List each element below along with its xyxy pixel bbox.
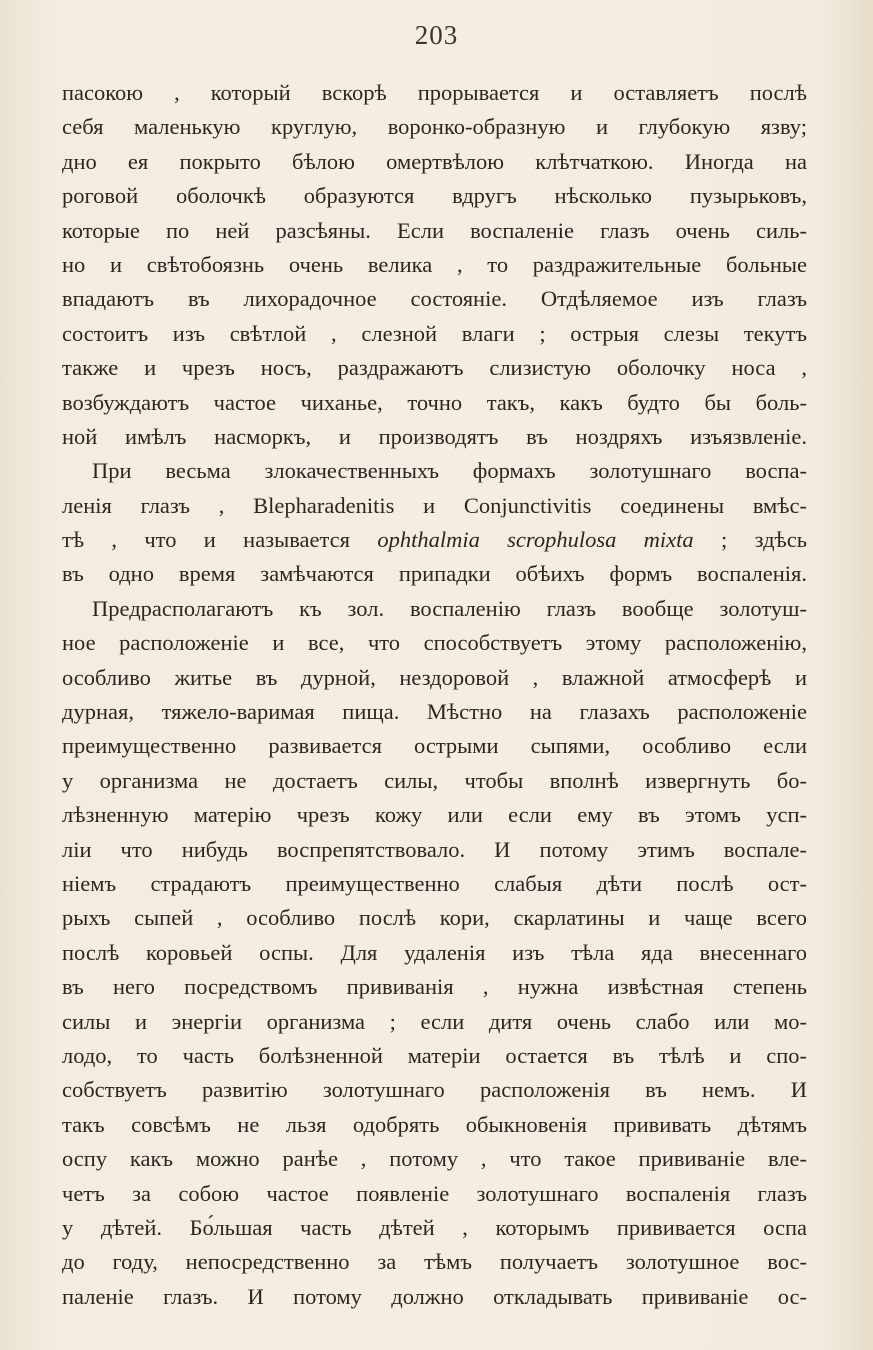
text-line: ліи что нибудь воспрепятствовало. И потому этимъ воспале- [62, 836, 807, 862]
text-line: пасокою , который вскорѣ прорывается и оставляетъ послѣ [62, 80, 807, 105]
text-line: преимущественно развивается острыми сыпями, особливо если [62, 733, 807, 759]
text-line: паленіе глазъ. И потому должно откладывать прививаніе ос- [62, 1283, 807, 1309]
text-line: ное расположеніе и все, что способствуетъ этому расположенію, [62, 630, 807, 656]
text-line: въ одно время замѣчаются припадки обѣихъ формъ воспаленія. [62, 561, 807, 587]
text-line: четъ за собою частое появленіе золотушнаго воспаленія глазъ [62, 1180, 807, 1206]
text-line: состоитъ изъ свѣтлой , слезной влаги ; острыя слезы текутъ [62, 320, 807, 346]
text-line: послѣ коровьей оспы. Для удаленія изъ тѣла яда внесеннаго [62, 939, 807, 965]
text-line-with-latin-term [62, 523, 807, 557]
text-line: особливо житье въ дурной, нездоровой , влажной атмосферѣ и [62, 664, 807, 690]
text-line: собствуетъ развитію золотушнаго расположенія въ немъ. И [62, 1077, 807, 1103]
text-line: такъ совсѣмъ не льзя одобрять обыкновенія прививать дѣтямъ [62, 1111, 807, 1137]
text-line: до году, непосредственно за тѣмъ получаетъ золотушное вос- [62, 1249, 807, 1275]
text-line: которые по ней разсѣяны. Если воспаленіе глазъ очень силь- [62, 217, 807, 243]
text-line: въ него посредствомъ прививанія , нужна извѣстная степень [62, 974, 807, 1000]
text-line: дурная, тяжело-варимая пища. Мѣстно на глазахъ расположеніе [62, 699, 807, 725]
text-line: ленія глазъ , Blepharadenitis и Conjunctivitis соединены вмѣс- [62, 492, 807, 518]
text-line: ной имѣлъ насморкъ, и производятъ въ ноздряхъ изъязвленіе. [62, 423, 807, 449]
text-line: лѣзненную матерію чрезъ кожу или если ему въ этомъ усп- [62, 802, 807, 828]
text-line: силы и энергіи организма ; если дитя очень слабо или мо- [62, 1008, 807, 1034]
text-line: ніемъ страдаютъ преимущественно слабыя дѣти послѣ ост- [62, 870, 807, 896]
text-line: но и свѣтобоязнь очень велика , то раздражительные больные [62, 251, 807, 277]
text-line: возбуждаютъ частое чиханье, точно такъ, какъ будто бы боль- [62, 389, 807, 415]
line-end: ; здѣсь [693, 527, 807, 553]
text-line: у организма не достаетъ силы, чтобы вполнѣ извергнуть бо- [62, 767, 807, 793]
text-line: дно ея покрыто бѣлою омертвѣлою клѣтчаткою. Иногда на [62, 148, 807, 174]
text-line: также и чрезъ носъ, раздражаютъ слизистую оболочку носа , [62, 355, 807, 381]
text-line: При весьма злокачественныхъ формахъ золотушнаго воспа- [92, 458, 807, 484]
text-line: у дѣтей. Бо́льшая часть дѣтей , которымъ прививается оспа [62, 1214, 807, 1240]
text-line: Предрасполагаютъ къ зол. воспаленію глазъ вообще золотуш- [92, 595, 807, 621]
text-line: себя маленькую круглую, воронко-образную и глубокую язву; [62, 114, 807, 140]
text-line: впадаютъ въ лихорадочное состояніе. Отдѣляемое изъ глазъ [62, 286, 807, 312]
line-start: тѣ , что и называется [62, 527, 378, 553]
page-number: 203 [414, 20, 459, 50]
text-line: лодо, то часть болѣзненной матеріи остается въ тѣлѣ и спо- [62, 1042, 807, 1068]
text-line: оспу какъ можно ранѣе , потому , что такое прививаніе вле- [62, 1146, 807, 1172]
text-line: роговой оболочкѣ образуются вдругъ нѣсколько пузырьковъ, [62, 183, 807, 209]
text-line: рыхъ сыпей , особливо послѣ кори, скарлатины и чаще всего [62, 905, 807, 931]
latin-term: ophthalmia scrophulosa mixta [377, 527, 694, 553]
body-text [62, 76, 807, 1314]
